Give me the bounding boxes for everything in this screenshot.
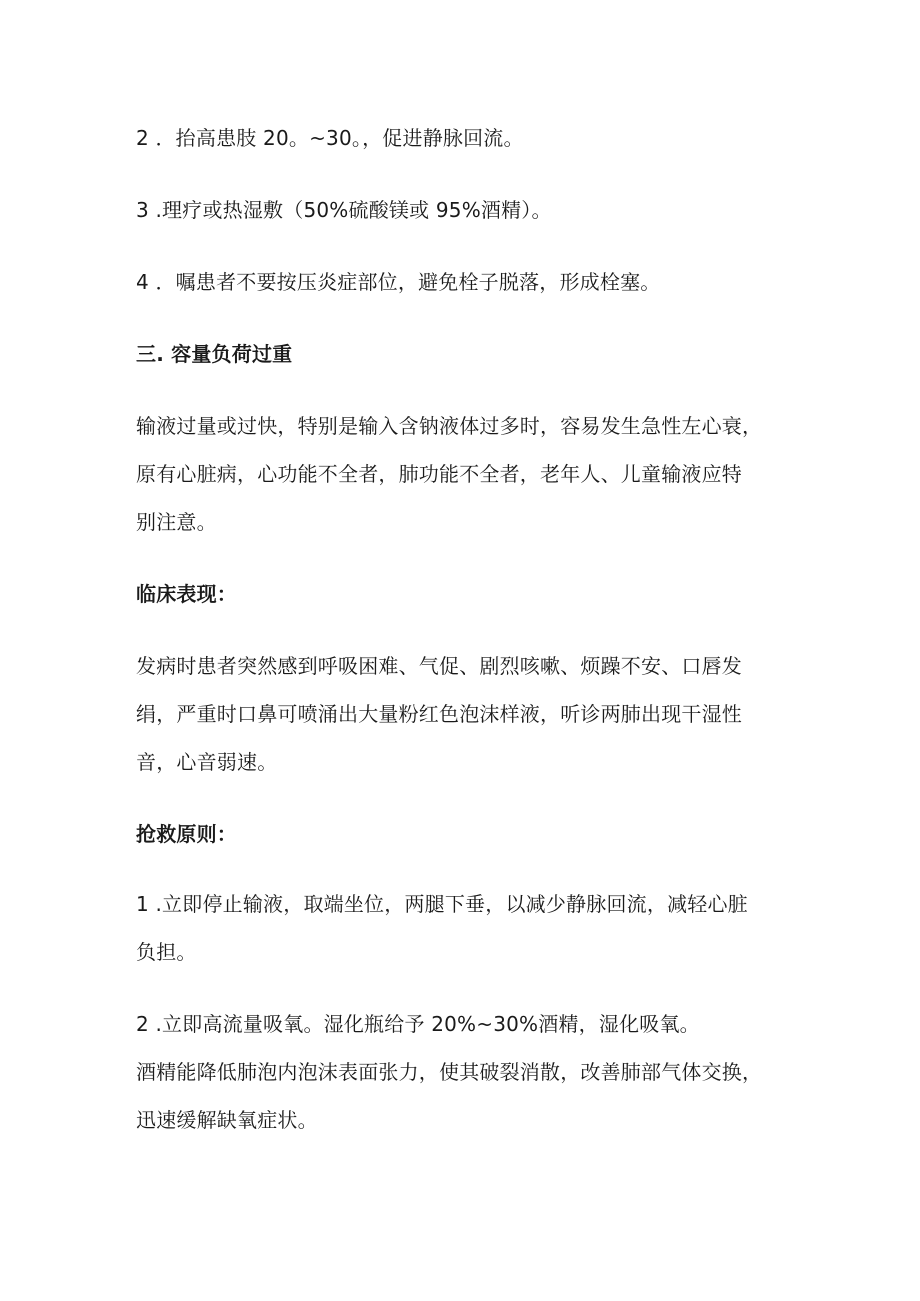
paragraph-line: 酒精能降低肺泡内泡沫表面张力，使其破裂消散，改善肺部气体交换， (136, 1060, 763, 1084)
list-item-2-oxygen: 2 .立即高流量吸氧。湿化瓶给予 20%~30%酒精，湿化吸氧。 (136, 1012, 700, 1036)
subheading-rescue: 抢救原则： (136, 822, 237, 846)
paragraph-line: 输液过量或过快，特别是输入含钠液体过多时，容易发生急性左心衰， (136, 414, 763, 438)
list-item-4: 4 ．嘱患者不要按压炎症部位，避免栓子脱落，形成栓塞。 (136, 270, 661, 294)
paragraph-line: 绢，严重时口鼻可喷涌出大量粉红色泡沫样液，听诊两肺出现干湿性 (136, 702, 742, 726)
section-heading: 三. 容量负荷过重 (136, 342, 293, 366)
list-item-1: 1 .立即停止输液，取端坐位，两腿下垂，以减少静脉回流，减轻心脏 (136, 892, 748, 916)
paragraph-line: 原有心脏病，心功能不全者，肺功能不全者，老年人、儿童输液应特 (136, 462, 742, 486)
list-item-2: 2 ．抬高患肢 20。~30。，促进静脉回流。 (136, 126, 524, 150)
subheading-clinical: 临床表现： (136, 582, 237, 606)
list-item-3: 3 .理疗或热湿敷（50%硫酸镁或 95%酒精）。 (136, 198, 552, 222)
list-item-1-cont: 负担。 (136, 940, 197, 964)
paragraph-line: 音，心音弱速。 (136, 750, 278, 774)
paragraph-line: 发病时患者突然感到呼吸困难、气促、剧烈咳嗽、烦躁不安、口唇发 (136, 654, 742, 678)
paragraph-line: 迅速缓解缺氧症状。 (136, 1108, 318, 1132)
paragraph-line: 别注意。 (136, 510, 217, 534)
